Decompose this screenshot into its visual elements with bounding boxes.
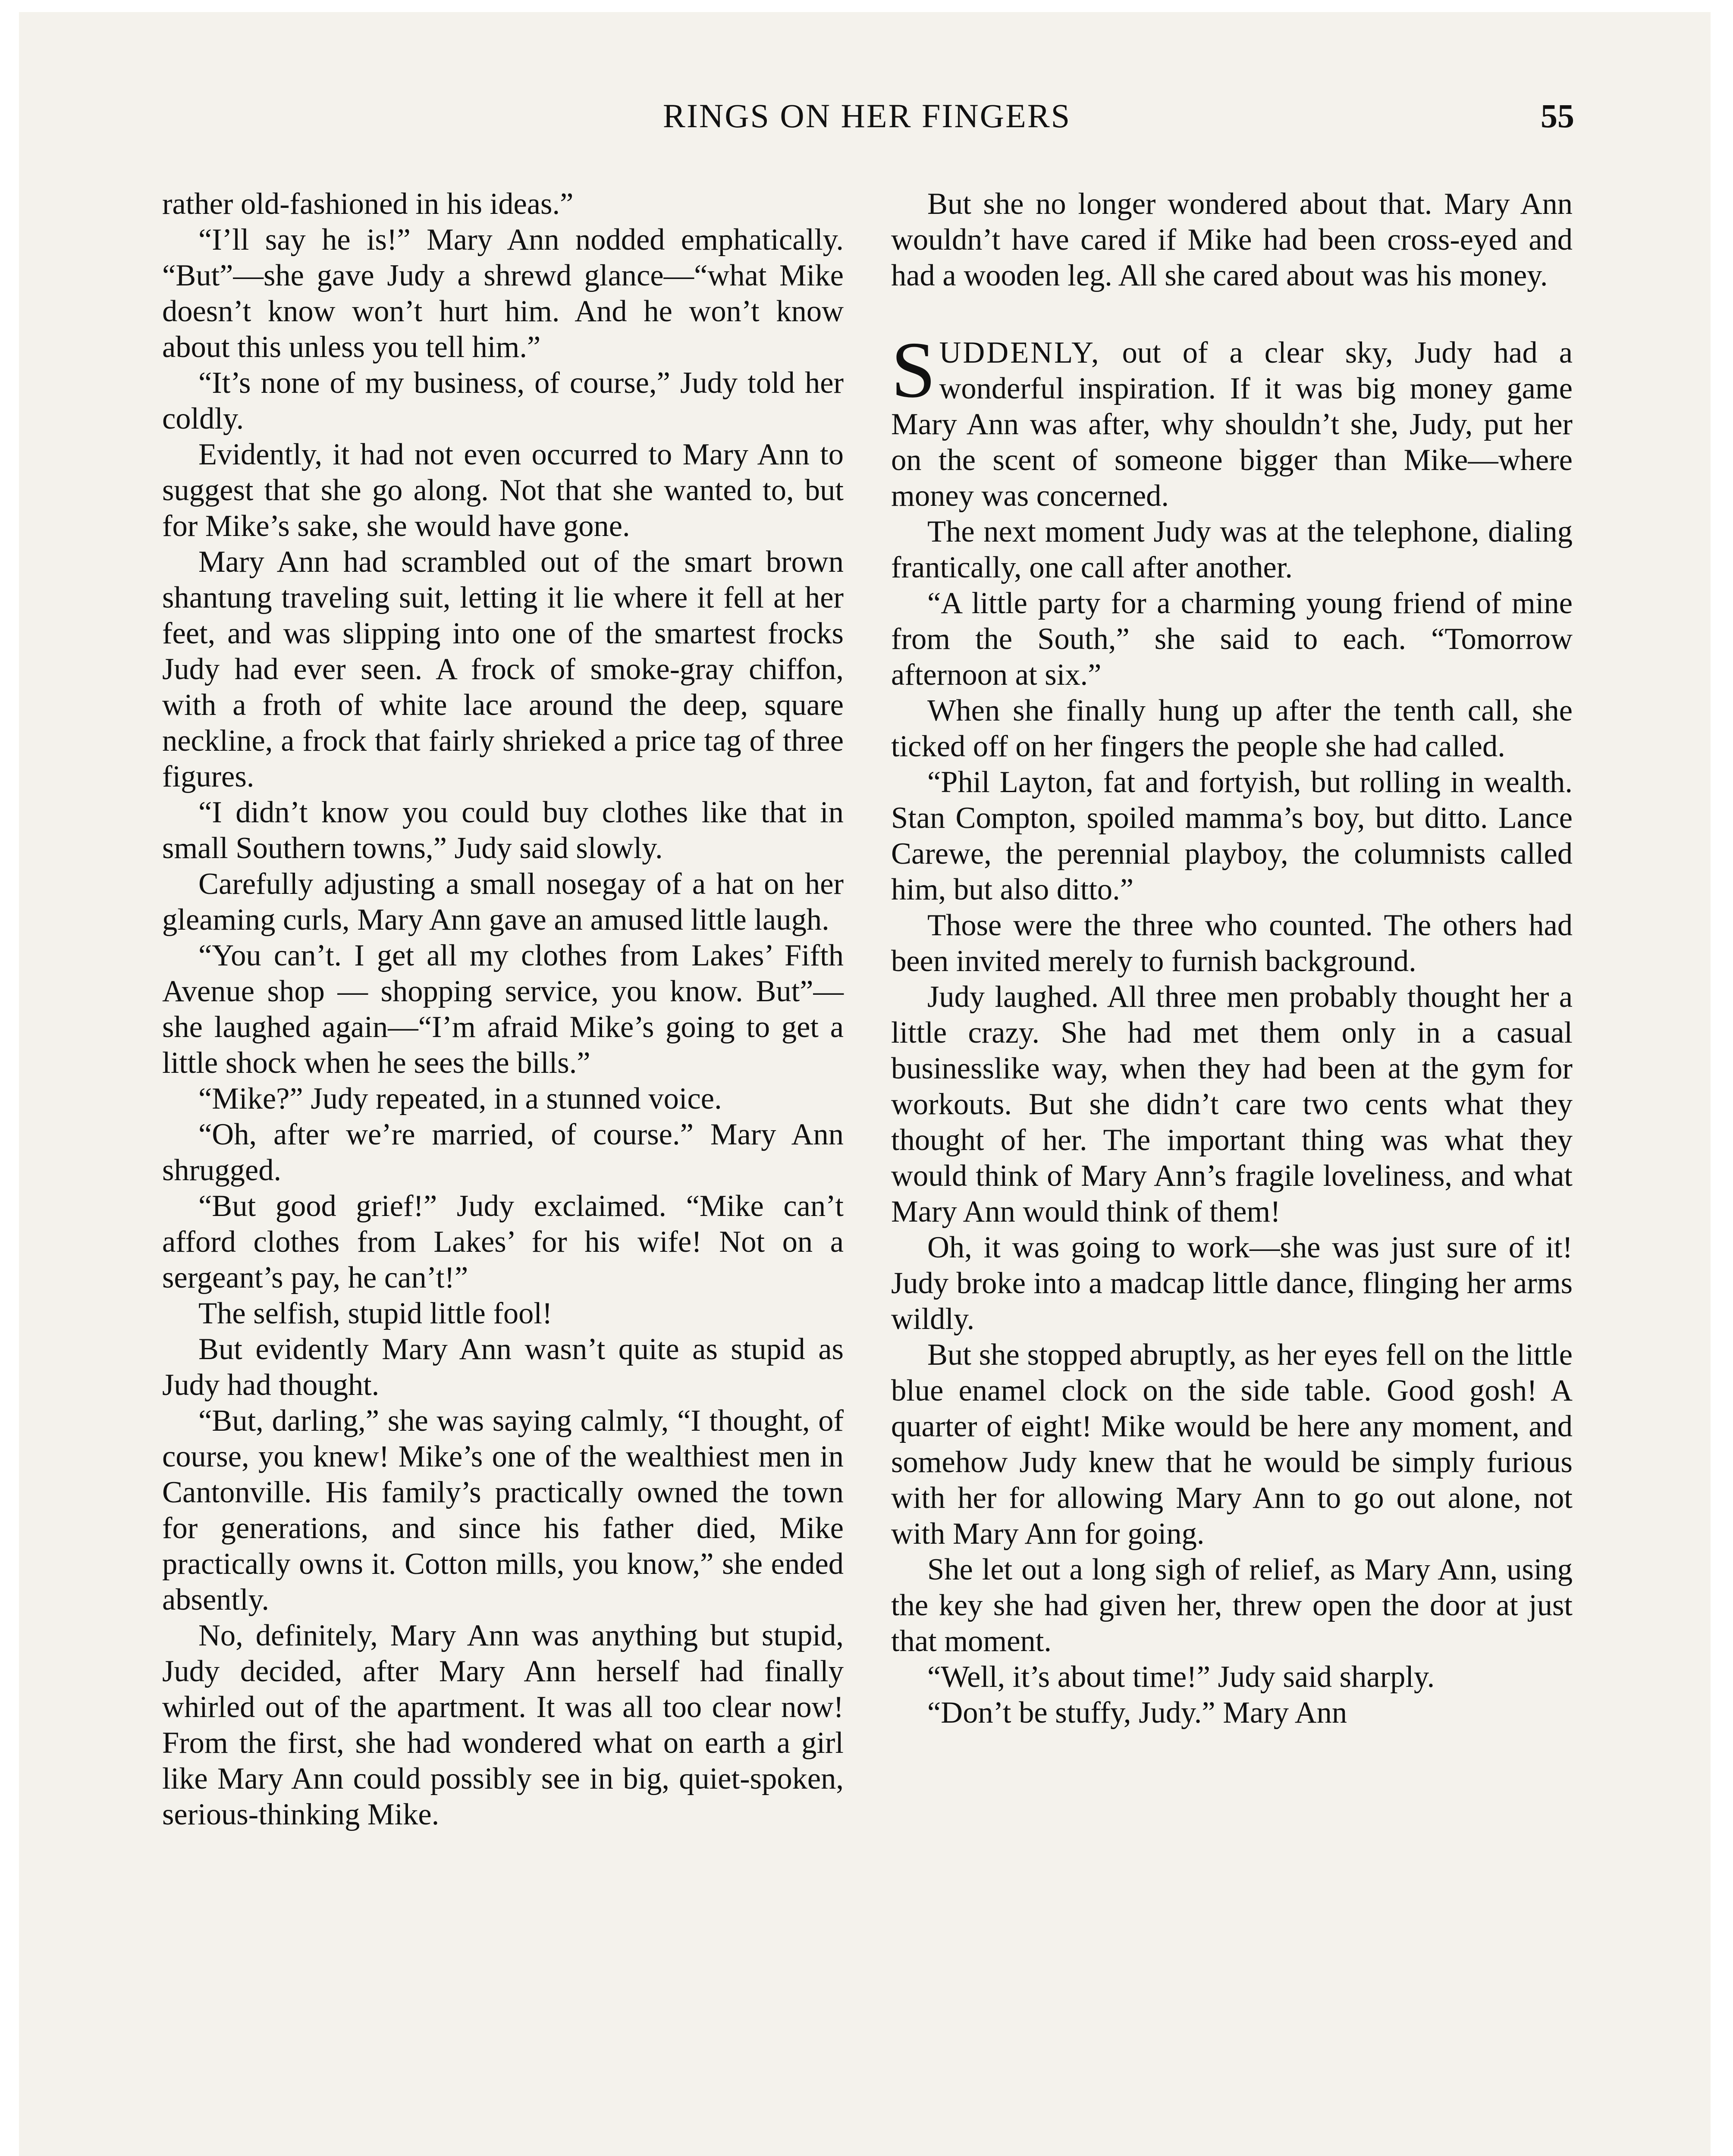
paragraph: The selfish, stupid little fool! — [198, 1297, 553, 1330]
right-column — [891, 186, 1573, 1731]
drop-cap: S — [891, 326, 936, 414]
paragraph: But evidently Mary Ann wasn’t quite as stupid as Judy had thought. — [162, 1332, 844, 1402]
paragraph: “Phil Layton, fat and fortyish, but rolling in wealth. Stan Compton, spoiled mamma’s boy, but ditto. Lance Carewe, the perennial playboy, the columnists called him, but also ditto.” — [891, 765, 1573, 906]
paragraph: “A little party for a charming young friend of mine from the South,” she said to each. “Tomorrow afternoon at six.” — [891, 586, 1573, 692]
paragraph: Those were the three who counted. The others had been invited merely to furnish background. — [891, 909, 1573, 978]
paragraph: But she no longer wondered about that. Mary Ann wouldn’t have cared if Mike had been cross-eyed and had a wooden leg. All she cared about was his money. — [891, 187, 1573, 292]
paragraph-text: out of a clear sky, Judy had a wonderful inspiration. If it was big money game Mary Ann was after, why shouldn’t she, Judy, put her on the scent of someone bigger than Mike—where money was concerned. — [891, 336, 1573, 513]
lead-in-caps: UDDENLY, — [939, 336, 1101, 370]
page-number: 55 — [1541, 97, 1574, 135]
paragraph: Judy laughed. All three men probably thought her a little crazy. She had met them only in a casual businesslike way, when they had been at the gym for workouts. But she didn’t care two cents what they thought of her. The important thing was what they would think of Mary Ann’s fragile loveliness, and what Mary Ann would think of them! — [891, 980, 1573, 1228]
paragraph: “Well, it’s about time!” Judy said sharply. — [927, 1660, 1435, 1694]
paragraph: Evidently, it had not even occurred to Mary Ann to suggest that she go along. Not that she wanted to, but for Mike’s sake, she would have gone. — [162, 438, 844, 543]
left-column — [162, 186, 844, 1833]
running-title: RINGS ON HER FINGERS — [662, 97, 1071, 135]
paragraph: “I didn’t know you could buy clothes like that in small Southern towns,” Judy said slowly. — [162, 796, 844, 865]
paragraph: When she finally hung up after the tenth call, she ticked off on her fingers the people she had called. — [891, 694, 1573, 763]
paragraph: No, definitely, Mary Ann was anything but stupid, Judy decided, after Mary Ann herself had finally whirled out of the apartment. It was all too clear now! From the first, she had wondered what on earth a girl like Mary Ann could possibly see in big, quiet-spoken, serious-thinking Mike. — [162, 1619, 844, 1831]
paragraph: She let out a long sigh of relief, as Mary Ann, using the key she had given her, threw open the door at just that moment. — [891, 1553, 1573, 1658]
paragraph: “Mike?” Judy repeated, in a stunned voice. — [198, 1082, 722, 1116]
paragraph: But she stopped abruptly, as her eyes fell on the little blue enamel clock on the side table. Good gosh! A quarter of eight! Mike would be here any moment, and somehow Judy knew that he would be simply furious with her for allowing Mary Ann to go out alone, not with Mary Ann for going. — [891, 1338, 1573, 1551]
paragraph: “But, darling,” she was saying calmly, “I thought, of course, you knew! Mike’s one of the wealthiest men in Cantonville. His family’s practically owned the town for generations, and since his father died, Mike practically owns it. Cotton mills, you know,” she ended absently. — [162, 1404, 844, 1617]
paragraph: rather old-fashioned in his ideas.” — [162, 187, 574, 221]
paragraph: Oh, it was going to work—she was just sure of it! Judy broke into a madcap little dance, flinging her arms wildly. — [891, 1231, 1573, 1336]
paragraph: “It’s none of my business, of course,” Judy told her coldly. — [162, 366, 844, 436]
page-header — [160, 82, 1574, 151]
paragraph: “Oh, after we’re married, of course.” Mary Ann shrugged. — [162, 1118, 844, 1187]
section-start-paragraph — [891, 326, 1573, 514]
paragraph: Carefully adjusting a small nosegay of a hat on her gleaming curls, Mary Ann gave an amused little laugh. — [162, 867, 844, 937]
paragraph: “Don’t be stuffy, Judy.” Mary Ann — [927, 1696, 1347, 1730]
paragraph: “But good grief!” Judy exclaimed. “Mike can’t afford clothes from Lakes’ for his wife! Not on a sergeant’s pay, he can’t!” — [162, 1189, 844, 1294]
paragraph: “You can’t. I get all my clothes from Lakes’ Fifth Avenue shop — shopping service, you know. But”—she laughed again—“I’m afraid Mike’s going to get a little shock when he sees the bills.” — [162, 939, 844, 1080]
paragraph: “I’ll say he is!” Mary Ann nodded emphatically. “But”—she gave Judy a shrewd glance—“what Mike doesn’t know won’t hurt him. And he won’t know about this unless you tell him.” — [162, 223, 844, 364]
paragraph: The next moment Judy was at the telephone, dialing frantically, one call after another. — [891, 515, 1573, 584]
paragraph: Mary Ann had scrambled out of the smart brown shantung traveling suit, letting it lie where it fell at her feet, and was slipping into one of the smartest frocks Judy had ever seen. A frock of smoke-gray chiffon, with a froth of white lace around the deep, square neckline, a frock that fairly shrieked a price tag of three figures. — [162, 545, 844, 793]
